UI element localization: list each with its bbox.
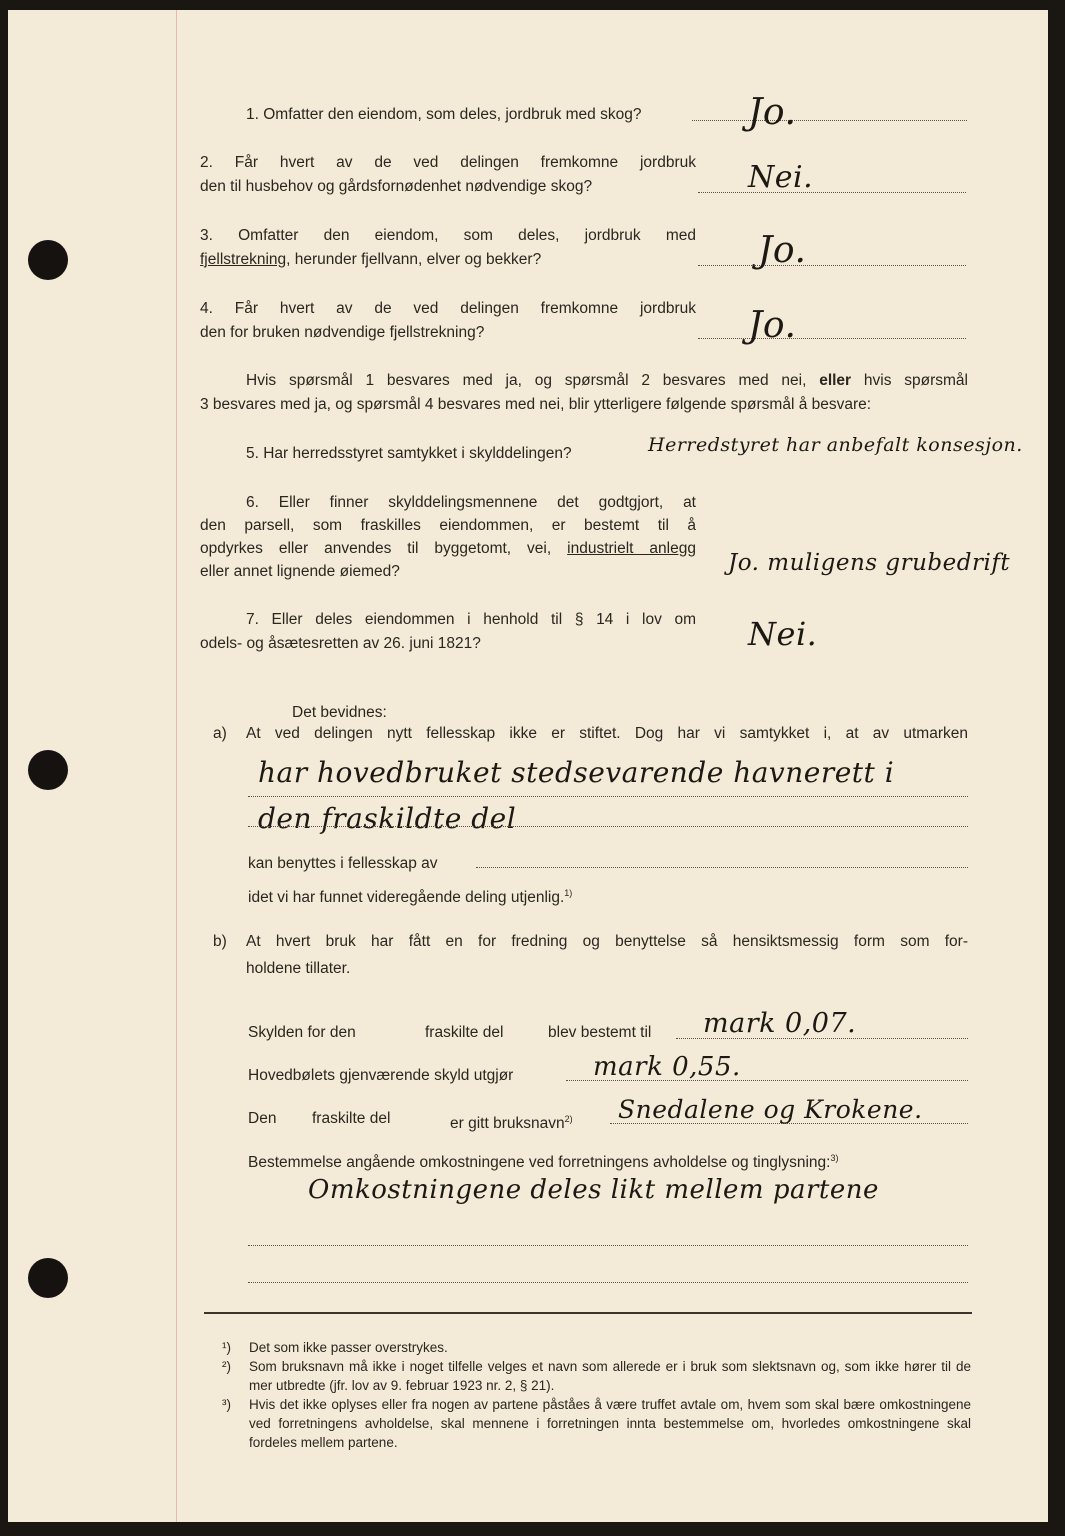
answer-2: Nei.	[748, 160, 814, 195]
hovedbol-value: mark 0,55.	[593, 1052, 741, 1082]
footnote-3: Hvis det ikke oplyses eller fra nogen av partene påståes å være truffet avtale om, hvem som skal bære omkostningene ved forretningens avholdelse, skal mennene i forretningen innta bestemmelse om, hvorledes omkostningene skal fordeles mellem partene.	[249, 1397, 971, 1450]
item-a-label: a)	[213, 725, 227, 742]
bruksnavn-value: Snedalene og Krokene.	[618, 1095, 923, 1124]
bruksnavn-label: Den	[248, 1110, 277, 1127]
question-7-line1: 7. Eller deles eiendommen i henhold til § 14 i lov om	[246, 611, 696, 628]
punch-hole	[28, 750, 68, 790]
attestation-heading: Det bevidnes:	[292, 704, 387, 721]
condition-text-line2: 3 besvares med ja, og spørsmål 4 besvares med nei, blir ytterligere følgende spørsmål å besvare:	[200, 396, 872, 413]
question-4-line2: den for bruken nødvendige fjellstrekning?	[200, 324, 485, 341]
answer-line	[248, 1282, 968, 1283]
answer-4: Jo.	[748, 305, 797, 346]
margin-line	[176, 10, 177, 1522]
question-2-line2: den til husbehov og gårdsfornødenhet nødvendige skog?	[200, 178, 593, 195]
answer-line	[698, 265, 966, 266]
answer-5: Herredstyret har anbefalt konsesjon.	[648, 434, 1023, 456]
question-1: 1. Omfatter den eiendom, som deles, jordbruk med skog?	[246, 106, 642, 123]
question-3-line1: 3. Omfatter den eiendom, som deles, jordbruk med	[200, 227, 696, 244]
bruksnavn-label: er gitt bruksnavn$^{2)}$	[450, 1114, 573, 1133]
skyld-label: blev bestemt til	[548, 1024, 652, 1041]
answer-line	[698, 192, 966, 193]
document-page	[8, 10, 1048, 1522]
question-7-line2: odels- og åsætesretten av 26. juni 1821?	[200, 635, 481, 652]
answer-line	[476, 867, 968, 868]
item-a-text: At ved delingen nytt fellesskap ikke er stiftet. Dog har vi samtykket i, at av utmarken	[246, 725, 968, 742]
costs-label: Bestemmelse angående omkostningene ved forretningens avholdelse og tinglysning:$^{3)}$	[248, 1153, 839, 1172]
answer-3: Jo.	[758, 230, 807, 271]
shared-use-text: kan benyttes i fellesskap av	[248, 855, 438, 872]
answer-line	[248, 796, 968, 797]
answer-7: Nei.	[748, 615, 818, 653]
further-division-text: idet vi har funnet videregående deling utjenlig.$^{1)}$	[248, 888, 573, 907]
answer-line	[692, 120, 967, 121]
handwritten-line-1: har hovedbruket stedsevarende havnerett i	[258, 756, 895, 789]
handwritten-line-2: den fraskildte del	[258, 802, 517, 835]
answer-1: Jo.	[748, 92, 797, 133]
item-b-label: b)	[213, 933, 227, 950]
footnote-1-marker: ¹)	[222, 1340, 231, 1355]
punch-hole	[28, 1258, 68, 1298]
answer-6: Jo. muligens grubedrift	[728, 550, 1011, 576]
skyld-value: mark 0,07.	[703, 1008, 857, 1039]
underlined-term: fjellstrekning	[200, 251, 287, 268]
hovedbol-label: Hovedbølets gjenværende skyld utgjør	[248, 1067, 514, 1084]
question-3-line2: fjellstrekning, herunder fjellvann, elver og bekker?	[200, 251, 542, 268]
footnote-2: Som bruksnavn må ikke i noget tilfelle velges et navn som allerede er i bruk som slektsnavn og, som ikke hører til de mer utbredte (jfr. lov av 9. februar 1923 nr. 2, § 21).	[249, 1359, 971, 1393]
question-5: 5. Har herredsstyret samtykket i skylddelingen?	[246, 445, 572, 462]
question-6-line2: den parsell, som fraskilles eiendommen, er bestemt til å	[200, 517, 696, 534]
question-6-line4: eller annet lignende øiemed?	[200, 563, 400, 580]
question-4-line1: 4. Får hvert av de ved delingen fremkomne jordbruk	[200, 300, 696, 317]
condition-text-line1: Hvis spørsmål 1 besvares med ja, og spørsmål 2 besvares med nei, eller hvis spørsmål	[246, 372, 968, 389]
answer-line	[248, 826, 968, 827]
footnote-1: Det som ikke passer overstrykes.	[249, 1340, 448, 1355]
question-6-line1: 6. Eller finner skylddelingsmennene det godtgjort, at	[246, 494, 696, 511]
skyld-label: fraskilte del	[425, 1024, 504, 1041]
question-6-line3: opdyrkes eller anvendes til byggetomt, vei, industrielt anlegg	[200, 540, 696, 557]
skyld-label: Skylden for den	[248, 1024, 356, 1041]
answer-line	[698, 338, 966, 339]
footnote-3-marker: ³)	[222, 1397, 231, 1412]
answer-line	[248, 1245, 968, 1246]
item-b-line2: holdene tillater.	[246, 960, 351, 977]
question-2-line1: 2. Får hvert av de ved delingen fremkomne jordbruk	[200, 154, 696, 171]
footnote-2-marker: ²)	[222, 1359, 231, 1374]
costs-value: Omkostningene deles likt mellem partene	[308, 1175, 879, 1205]
bruksnavn-label: fraskilte del	[312, 1110, 391, 1127]
item-b-line1: At hvert bruk har fått en for fredning og benyttelse så hensiktsmessig form som for-	[246, 933, 968, 950]
punch-hole	[28, 240, 68, 280]
footnote-divider	[204, 1312, 972, 1314]
